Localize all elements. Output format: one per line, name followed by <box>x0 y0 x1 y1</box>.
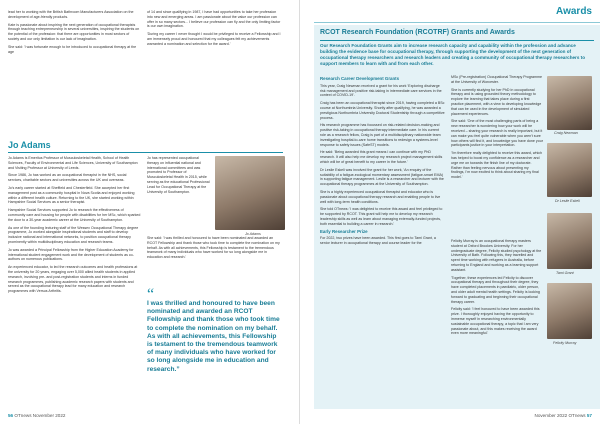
paragraph: Since 1986, Jo has worked as an occupational therapist in the NHS, social services, charitable sectors and universities across the UK and overseas. <box>8 173 127 183</box>
paragraph: lead her to working with the British Bathroom Manufacturers Association on the development of age-friendly products. <box>8 10 134 19</box>
leslie-eskeli-photo <box>547 143 592 197</box>
paragraph: She said: 'One of the most challenging parts of being a new researcher is wondering how your work will be received – sharing your research is really important, but it can make you feel quite vulnerable when you aren't sure how others will find it, and knowledge you have done your participants justice in your interpretation. <box>451 119 543 148</box>
paragraph: 'Together, these experiences led Felicity to discover occupational therapy and throughout their degree, they have completed placements in paediatric, older person, and older adult mental health settings. Felicity is looking forward to graduating and beginning their occupational therapy career. <box>451 275 540 304</box>
section-rule <box>314 22 600 23</box>
jo-adams-col2b <box>147 236 283 263</box>
pull-quote <box>147 286 283 374</box>
paragraph: She said: 'I was fortunate enough to be introduced to occupational therapy at the age <box>8 44 137 54</box>
paragraph: Felicity Murray is an occupational therapy masters student at Oxford Brookes University. For her undergraduate degree, Felicity studied psychology at the University of Bath. Following this, they travelled and spent time working with refugees in Australia, before returning to England and working as a learning support assistant. <box>451 239 542 272</box>
photo-caption: Felicity Murray <box>553 341 577 345</box>
paragraph: of 14 and since qualifying in 1987, I have had opportunities to take her profession into new and emerging areas. I am passionate about the value our profession can offer in so many sectors... I believe our profession can fly and the only limiting factor is our own imagination. <box>147 10 281 29</box>
heading-rule <box>320 40 594 41</box>
paragraph: Craig has been an occupational therapist since 2019, having completed a BSc course at Northumbria University. Shortly after qualifying, he was awarded a prestigious Northumbria University Doctoral Studentship through a competitive process. <box>320 101 445 120</box>
craig-newman-photo <box>547 76 592 130</box>
footer-text: OTnews November 2022 <box>14 413 66 418</box>
paragraph: His research programme has focussed on risk-related decision-making and positive risk-taking in occupational therapy intermediate care. In his current role as a research fellow, Craig is part of a multidisciplinary nationwide team investigating hospital-to-care home transitions to redesign a systems-level response to safety issues (SafeST) models. <box>320 123 441 147</box>
tami-grant-photo <box>547 213 592 269</box>
paragraph: She told OTnews: 'I was delighted to receive this award and feel privileged to be supported by RCOT. This grant will help me to develop my research leadership skills as well as learn about managing externally-funded projects, both essential to building a career in research.' <box>320 207 443 226</box>
photo-caption: Craig Newman <box>554 131 578 135</box>
right-col1 <box>320 75 446 249</box>
jo-adams-col1 <box>8 156 141 297</box>
right-col2 <box>451 75 543 183</box>
paragraph: She said: 'I was thrilled and honoured to have been nominated and awarded an RCOT Fellowship and thank those who took time to complete the nomination on my behalf. As with all achievements, this Fellowship is testament to the tremendous teamwork of many individuals who have worked for so long alongside me in education and research.' <box>147 236 280 260</box>
rcot-heading: RCOT Research Foundation (RCOTRF) Grants and Awards <box>320 29 515 36</box>
section-title: Awards <box>556 6 592 17</box>
quote-mark: “ <box>147 286 155 303</box>
left-col2-top <box>147 10 282 50</box>
right-page <box>300 0 600 424</box>
paragraph: As one of the founding lecturing staff of the Wessex Occupational Therapy degree programme, Jo worked alongside inspirational students and staff to develop inclusive national and international networks, to position occupational therapy prominently within multidisciplinary education and research teams. <box>8 225 139 244</box>
paragraph: This year, Craig Newman received a grant for his work 'Exploring discharge risk management and positive risk-taking in intermediate care services in the context of COVID-19'. <box>320 83 442 98</box>
paragraph: 'During my career I never thought I would be privileged to receive a Fellowship and I am immensely proud and honoured that my colleagues felt my achievements warranted a nomination and selection for the award.' <box>147 32 281 46</box>
page-number: 57 <box>586 413 592 418</box>
paragraph: MSc (Pre-registration) Occupational Therapy Programme at the University of Worcester. <box>451 75 543 84</box>
page-number: 56 <box>8 413 14 418</box>
paragraph: Felicity said: 'I feel honoured to have been awarded this prize. I thoroughly enjoyed having the opportunity to immerse myself in researching environmentally sustainable occupational therapy, a topic that I am very passionate about, and this makes receiving the award even more meaningful.' <box>451 307 540 336</box>
paragraph: Jo has represented occupational therapy on influential national and international committees and was promoted to Professor of Musculoskeletal Health in 2015, while serving as the educational Professional Lead for Occupational Therapy at the University of Southampton. <box>147 156 210 194</box>
subheading: Research Career Development Grants <box>320 76 400 81</box>
paragraph: Dr Leslie Eskeli was involved the grant for her work, 'An enquiry of the suitability of a fatigue-ecological momentary assessment (fatigue-smart EMA) in supporting fatigue management. Leslie is a researcher and lecturer with the occupational therapy programmes at the University of Southampton. <box>320 167 444 187</box>
left-col1-top <box>8 10 141 57</box>
paragraph: She is a highly experienced occupational therapist and educator who is passionate about occupational therapy research and enabling people to live well with long-term health conditions. <box>320 189 441 204</box>
right-footer <box>535 413 592 418</box>
paragraph: Jo was awarded a Principal Fellowship from the Higher Education Academy for international student engagement work and the development of students as co-authors on numerous publications. <box>8 247 134 262</box>
felicity-murray-photo <box>547 283 592 339</box>
photo-caption: Tami Grant <box>556 271 574 275</box>
intro-paragraph: Our Research Foundation Grants aim to increase research capacity and capability within the profession and advance building the evidence base for occupational therapy, through supporting the development of the next generation of occupational therapy researchers and research leaders and creating a community of occupational therapy researchers to support members to learn with and from each other. <box>320 43 586 66</box>
right-col2b <box>451 239 543 339</box>
jo-adams-heading: Jo Adams <box>8 140 51 150</box>
photo-caption: Jo Adams <box>245 232 261 236</box>
subheading: Early Researcher Prize <box>320 228 368 234</box>
paragraph: Jo's early career started at Sheffield and Chesterfield. She accepted her first management post as a community hospital in Nova Scotia and enjoyed working within a different health culture. Returning to the UK, she started working within Hampshire Social Services as a senior therapist. <box>8 185 135 205</box>
paragraph: He said: 'Being awarded this grant means I can continue with my PhD research. It will also help me develop my research project management skills which will be of great benefit to my career in the future.' <box>320 150 443 164</box>
footer-text: November 2022 OTnews <box>534 413 586 418</box>
paragraph: Hampshire Social Services supported Jo to research the effectiveness of community care and housing for people with disabilities for her MSc, which sparked the door to a 30-year academic career at the University of Southampton. <box>8 208 141 222</box>
paragraph: 'I'm therefore really delighted to receive this award, which has helped to boost my confidence as a researcher and urge me on towards the finish line of my doctorate. Rather than feeling nervous about presenting my findings, I'm now excited to think about sharing my final model.' <box>451 151 543 180</box>
photo-caption: Dr Leslie Eskeli <box>555 199 580 203</box>
paragraph: An experienced educator, to led the research outcomes and health professions at the university for 20 years, engaging over 5,000 allied health students in applied research, involving pre- and post-registration students and interns in funded research programmes, publishing academic research papers with students and served as the occupational therapy lead for many education and research programmes with Versus Arthritis. <box>8 265 138 294</box>
left-footer <box>8 413 65 418</box>
jo-adams-col2a <box>147 156 211 197</box>
paragraph: She is currently studying for her PhD in occupational therapy and is using grounded theory methodology to explore the learning that takes place during a first practice placement, with a view to developing knowledge that can be used in the development of simulated placement experiences. <box>451 87 542 116</box>
pull-quote-text: I was thrilled and honoured to have been nominated and awarded an RCOT Fellowship and thank those who took time to complete the nomination on my behalf. As with all achievements, this Fellowship is testament to the tremendous teamwork of many individuals who have worked for so long alongside me in education and research.” <box>147 300 280 373</box>
jo-adams-photo <box>215 156 285 230</box>
paragraph: Kate is passionate about inspiring the next generation of occupational therapists through teaching entrepreneurship in several universities, inspiring the students on the potential of the profession: that there are opportunities in most sectors of society and our only limitation is our lack of imagination. <box>8 22 140 41</box>
paragraph: Jo Adams is Emeritus Professor of Musculoskeletal Health, School of Health Sciences, Faculty of Environmental and Life Sciences, University of Southampton and Visiting Professor at University of Leeds. <box>8 156 138 170</box>
heading-rule <box>8 152 283 153</box>
paragraph: For 2022, two prizes have been awarded. This first goes to Tami Grant, a senior lecturer in occupational therapy and course leader for the <box>320 236 436 246</box>
